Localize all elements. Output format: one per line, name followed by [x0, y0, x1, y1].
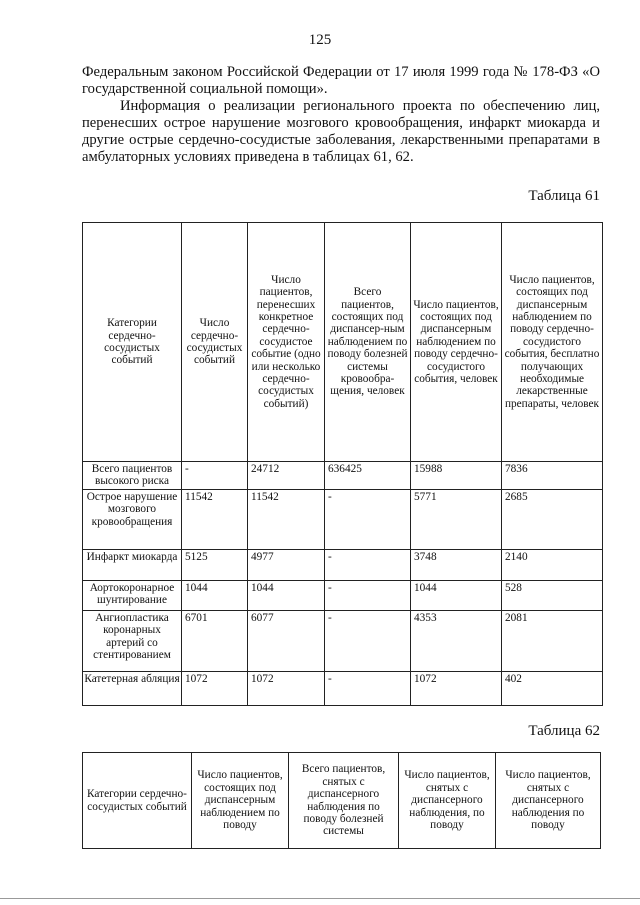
table-61-header-cell: Число пациентов, перенесших конкретное сердечно-сосудистое событие (одно или несколько сердечно-сосудистых событий) [248, 223, 325, 462]
table-cell: - [325, 611, 411, 672]
table-row [83, 490, 603, 550]
table-cell: 7836 [502, 462, 603, 490]
table-cell: - [325, 672, 411, 706]
table-cell: 1044 [248, 581, 325, 611]
table-cell: - [325, 490, 411, 550]
table-62-header-cell: Число пациентов, состоящих под диспансерным наблюдением по поводу [192, 753, 289, 849]
table-cell: 11542 [248, 490, 325, 550]
table-61-header-cell: Число пациентов, состоящих под диспансерным наблюдением по поводу сердечно-сосудистого события, человек [411, 223, 502, 462]
table-62-header-cell: Число пациентов, снятых с диспансерного наблюдения, по поводу [399, 753, 496, 849]
table-cell: 1044 [182, 581, 248, 611]
table-cell: 2081 [502, 611, 603, 672]
table-61-header-cell: Всего пациентов, состоящих под диспансер-ным наблюдением по поводу болезней системы кровообра-щения, человек [325, 223, 411, 462]
page-bottom-edge [0, 898, 640, 899]
table-cell-category: Аортокоронарное шунтирование [83, 581, 182, 611]
table-61-header-cell: Число сердечно-сосудистых событий [182, 223, 248, 462]
table-cell: 15988 [411, 462, 502, 490]
table-row [83, 462, 603, 490]
table-cell: 1072 [411, 672, 502, 706]
table-cell: 6701 [182, 611, 248, 672]
table-row [83, 611, 603, 672]
page-number: 125 [308, 32, 332, 48]
table-62-header-row [83, 753, 601, 849]
table-61-caption: Таблица 61 [528, 188, 600, 204]
table-cell-category: Инфаркт миокарда [83, 550, 182, 581]
table-cell: 1044 [411, 581, 502, 611]
table-61-header-row [83, 223, 603, 462]
table-cell: 1072 [182, 672, 248, 706]
table-cell: 5771 [411, 490, 502, 550]
table-cell: 6077 [248, 611, 325, 672]
table-cell: 11542 [182, 490, 248, 550]
table-cell: 528 [502, 581, 603, 611]
table-cell: 636425 [325, 462, 411, 490]
intro-line: Федеральным законом Российской Федерации от 17 июля 1999 года № 178-ФЗ «О государственной социальной помощи». [82, 64, 600, 97]
table-row [83, 672, 603, 706]
intro-text [82, 64, 600, 166]
table-row [83, 581, 603, 611]
table-cell: - [325, 581, 411, 611]
table-cell: 1072 [248, 672, 325, 706]
table-cell: 402 [502, 672, 603, 706]
table-cell: 4977 [248, 550, 325, 581]
table-cell: 24712 [248, 462, 325, 490]
table-cell: 3748 [411, 550, 502, 581]
table-cell: 2685 [502, 490, 603, 550]
table-cell-category: Всего пациентов высокого риска [83, 462, 182, 490]
table-cell: 2140 [502, 550, 603, 581]
table-cell: 4353 [411, 611, 502, 672]
table-row [83, 550, 603, 581]
table-62-header-cell: Всего пациентов, снятых с диспансерного наблюдения по поводу болезней системы [289, 753, 399, 849]
table-62-header-cell: Категории сердечно-сосудистых событий [83, 753, 192, 849]
table-61 [82, 222, 603, 706]
table-cell-category: Ангиопластика коронарных артерий со стентированием [83, 611, 182, 672]
table-61-header-cell: Число пациентов, состоящих под диспансерным наблюдением по поводу сердечно-сосудистого события, бесплатно получающих необходимые лекарственные препараты, человек [502, 223, 603, 462]
table-cell: - [182, 462, 248, 490]
table-62 [82, 752, 601, 849]
table-62-header-cell: Число пациентов, снятых с диспансерного наблюдения по поводу [496, 753, 601, 849]
table-cell: 5125 [182, 550, 248, 581]
table-61-header-cell: Категории сердечно-сосудистых событий [83, 223, 182, 462]
table-cell-category: Острое нарушение мозгового кровообращения [83, 490, 182, 550]
intro-paragraph: Информация о реализации регионального проекта по обеспечению лиц, перенесших острое нарушение мозгового кровообращения, инфаркт миокарда и другие острые сердечно-сосудистые заболевания, лекарственными препаратами в амбулаторных условиях приведена в таблицах 61, 62. [82, 98, 600, 165]
table-cell-category: Катетерная абляция [83, 672, 182, 706]
table-62-caption: Таблица 62 [528, 723, 600, 739]
table-cell: - [325, 550, 411, 581]
